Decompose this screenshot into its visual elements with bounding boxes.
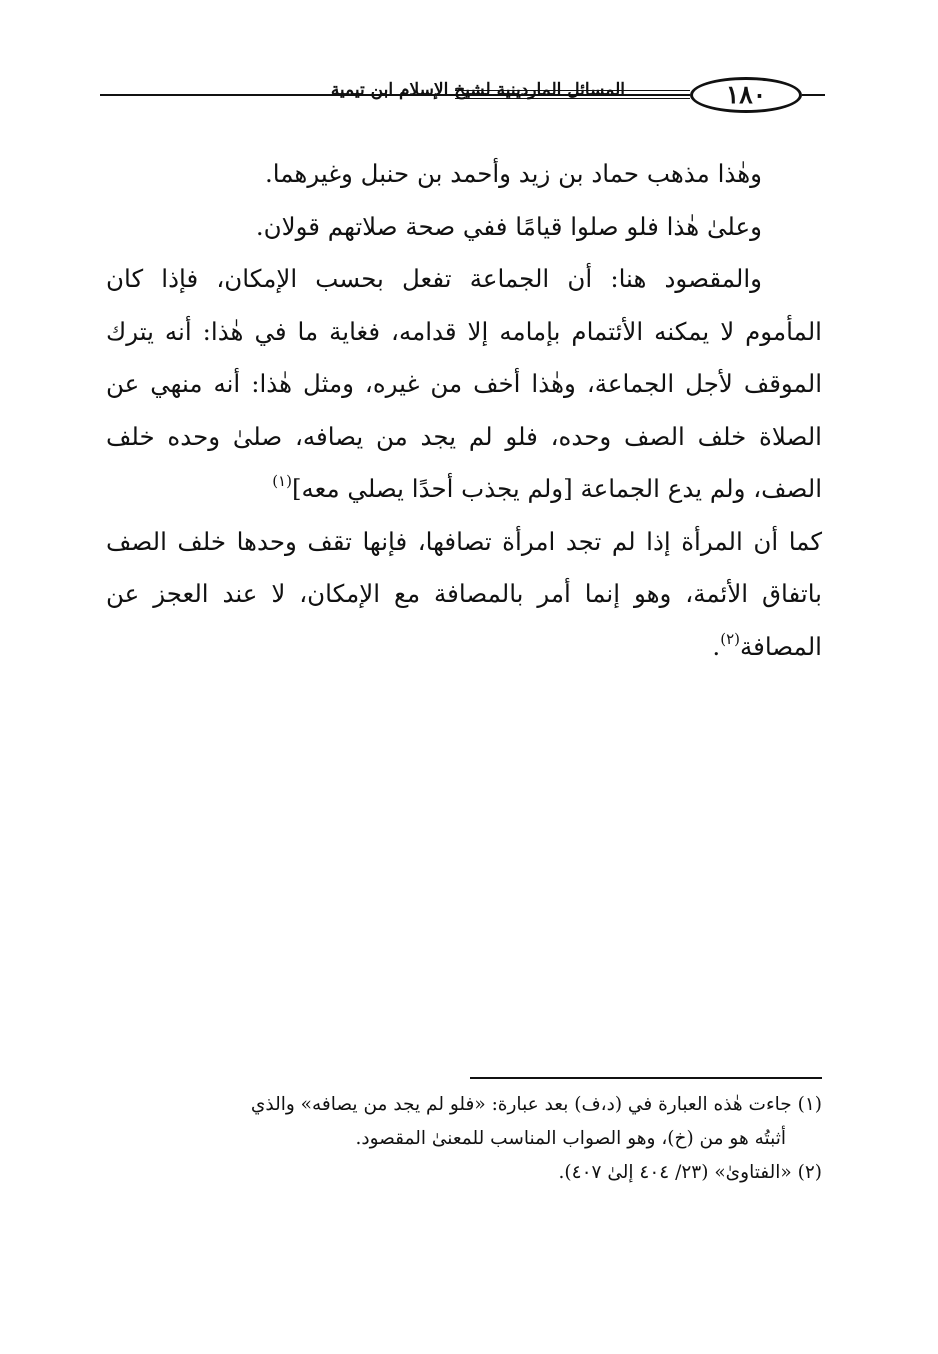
paragraph-4-end: .	[712, 631, 721, 661]
footnote-2: (٢) «الفتاوىٰ» (٢٣/ ٤٠٤ إلىٰ ٤٠٧).	[558, 1162, 822, 1183]
paragraph-3-text: والمقصود هنا: أن الجماعة تفعل بحسب الإمكان، فإذا كان المأموم لا يمكنه الأئتمام بإمامه إلا قدامه، فغاية ما في هٰذا: أنه يترك الموقف لأجل الجماعة، وهٰذا أخف من غيره، ومثل هٰذا: أنه منهي عن الصلاة خلف الصف وحده، فلو لم يجد من يصافه، صلىٰ وحده خلف الصف، ولم يدع الجماعة [ولم يجذب أحدًا يصلي معه]	[106, 264, 822, 503]
footnote-1-line-2: أثبتُه هو من (خ)، وهو الصواب المناسب للمعنىٰ المقصود.	[355, 1128, 786, 1149]
page-header	[100, 72, 825, 118]
main-text	[106, 148, 822, 673]
paragraph-1: وهٰذا مذهب حماد بن زيد وأحمد بن حنبل وغيرهما.	[265, 159, 762, 188]
paragraph-2: وعلىٰ هٰذا فلو صلوا قيامًا ففي صحة صلاتهم قولان.	[255, 211, 762, 241]
paragraph-3	[106, 253, 822, 516]
footnote-reference-1: (١)	[272, 472, 292, 490]
footnote-1-line-1: (١) جاءت هٰذه العبارة في (د،ف) بعد عبارة: «فلو لم يجد من يصافه» والذي	[250, 1094, 822, 1115]
page-number: ١٨٠	[690, 77, 802, 113]
footnote-separator	[470, 1077, 822, 1079]
footnotes	[106, 1088, 822, 1190]
running-header-title: المسائل الماردينية لشيخ الإسلام ابن تيمية	[330, 80, 625, 100]
header-rule-right	[802, 94, 825, 96]
footnote-reference-2: (٢)	[720, 629, 740, 648]
paragraph-4	[106, 516, 822, 674]
paragraph-4-text: كما أن المرأة إذا لم تجد امرأة تصافها، فإنها تقف وحدها خلف الصف باتفاق الأئمة، وهو إنما أمر بالمصافة مع الإمكان، لا عند العجز عن المصافة	[106, 526, 822, 661]
